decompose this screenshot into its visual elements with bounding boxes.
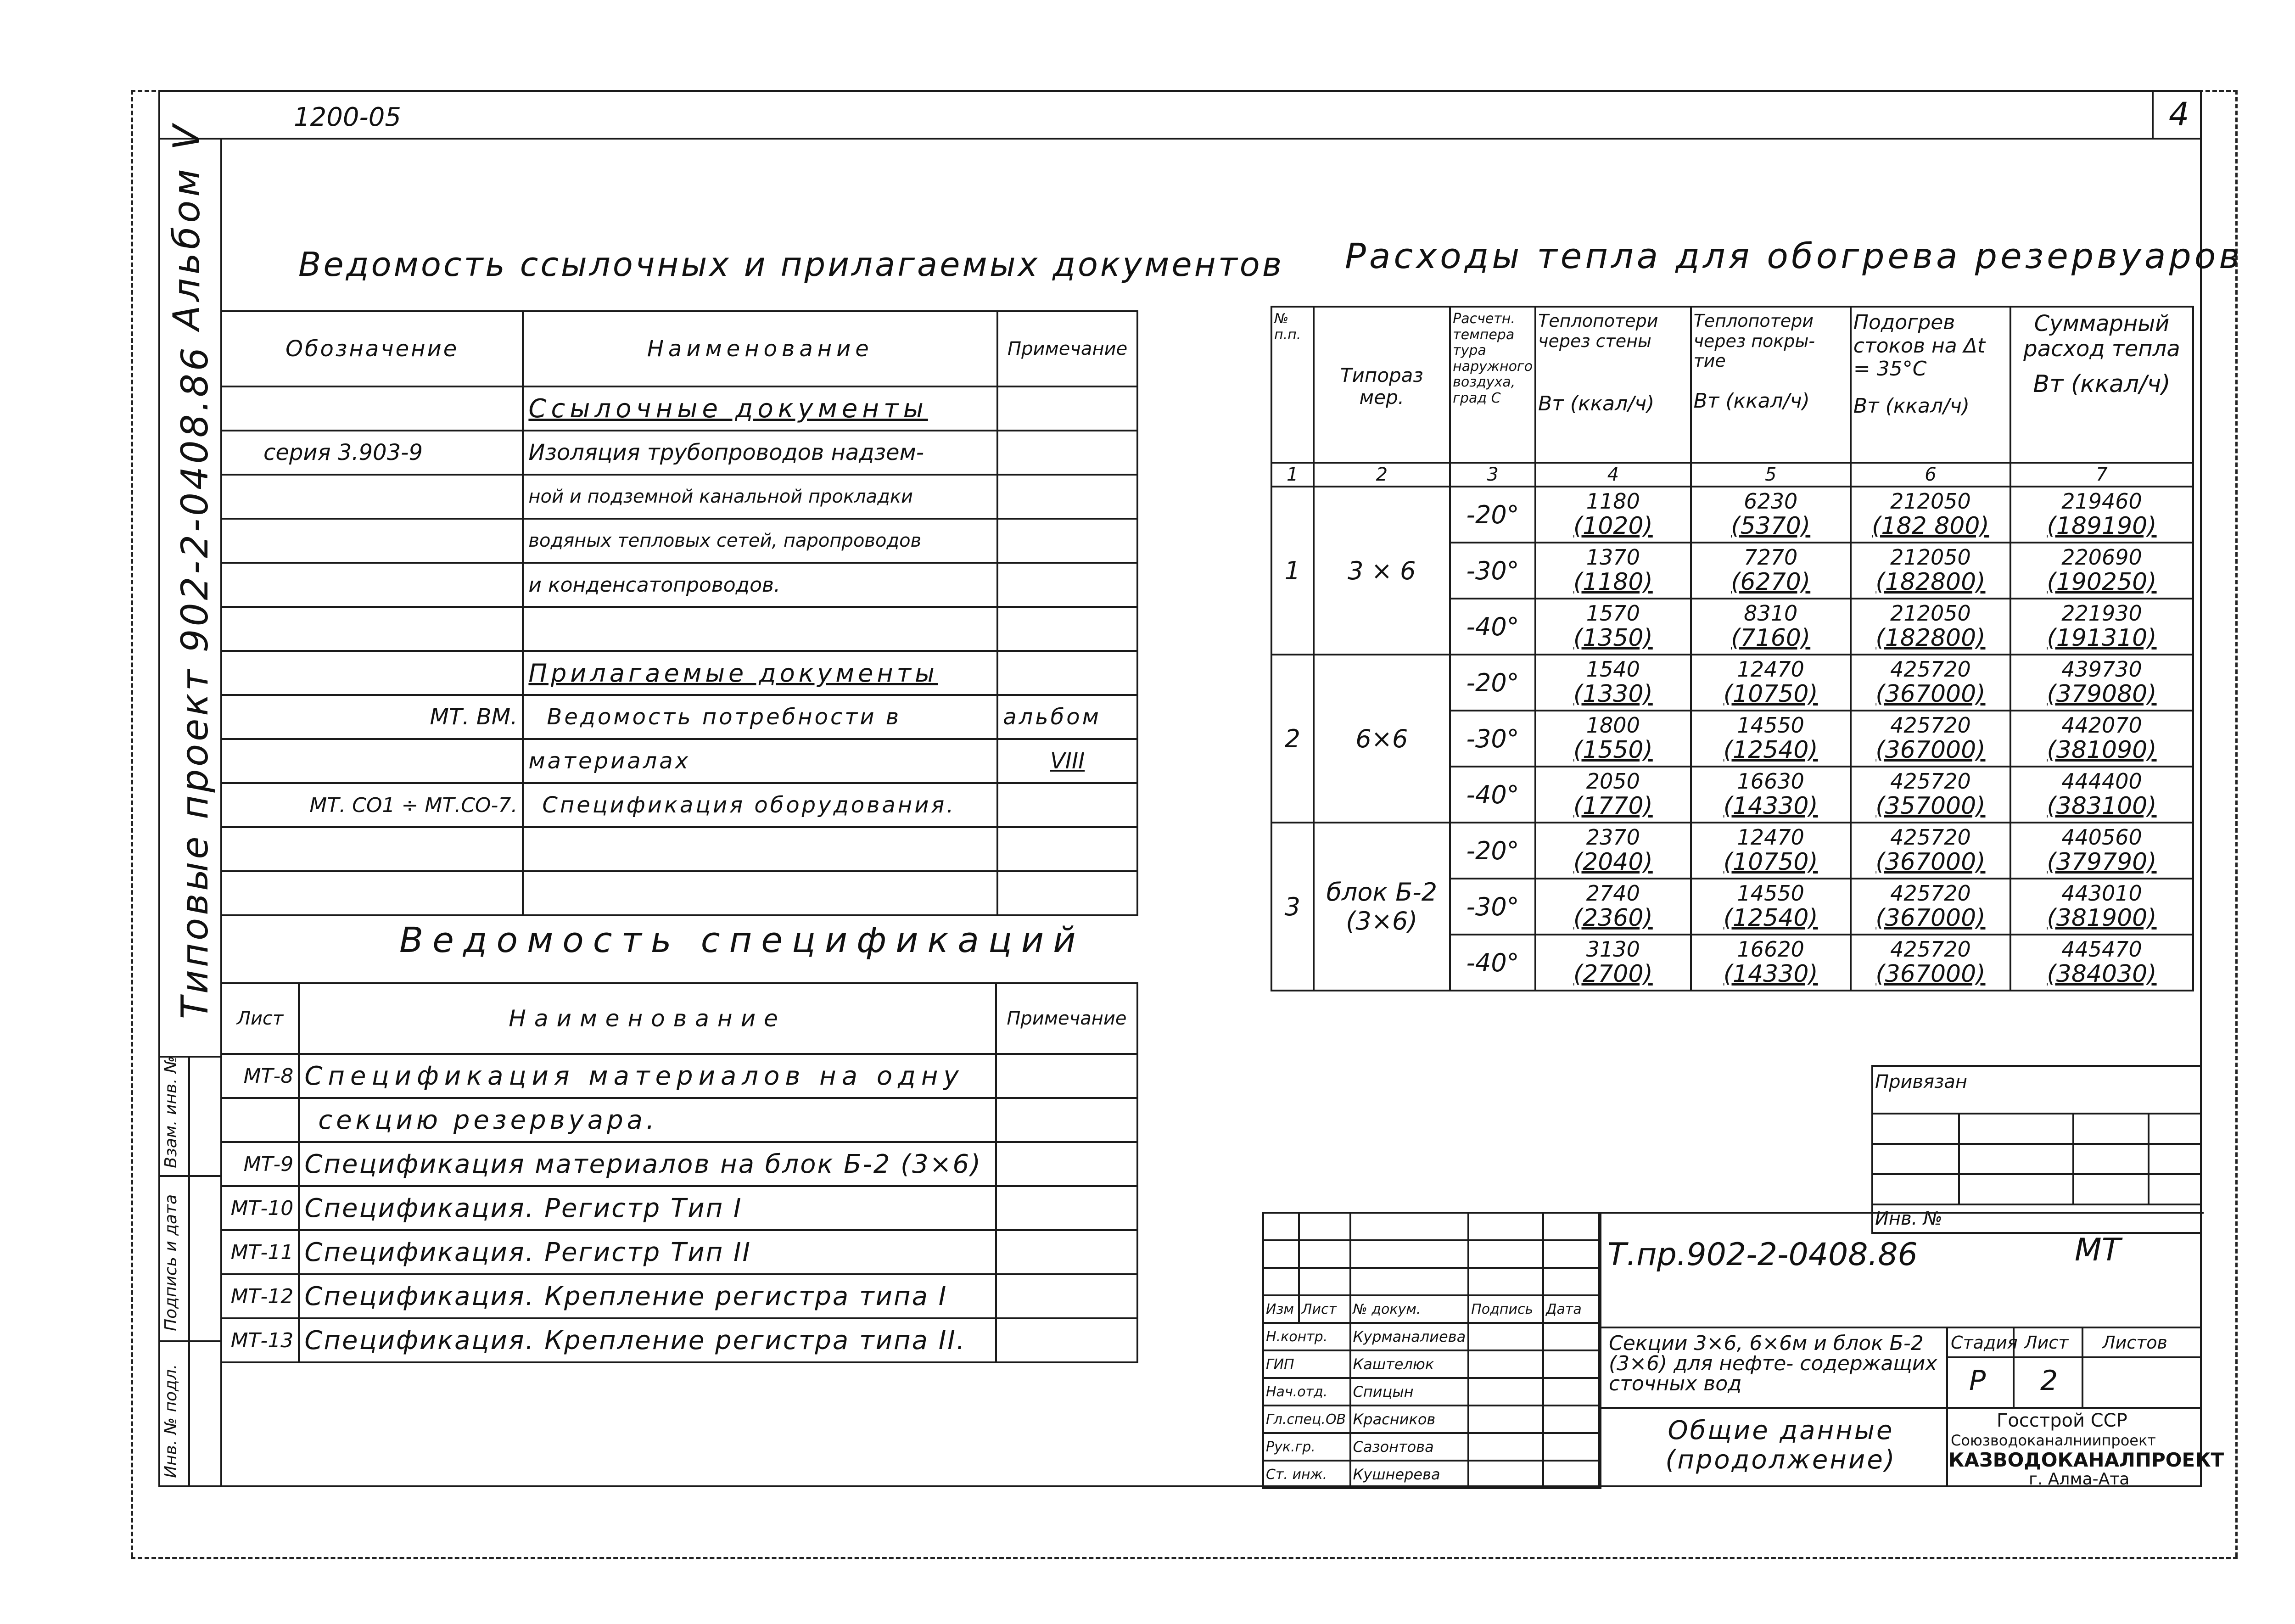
heat-table bbox=[1271, 306, 2194, 991]
signatures-table bbox=[1262, 1212, 1600, 1489]
heat-value-cell bbox=[1851, 935, 2010, 991]
heat-value-w: 2740 bbox=[1586, 881, 1640, 906]
heat-group-type: блок Б-2 (3×6) bbox=[1314, 823, 1450, 991]
heat-value-cell bbox=[1691, 711, 1851, 767]
heat-value-w: 1800 bbox=[1586, 713, 1640, 738]
signature-person: Сазонтова bbox=[1350, 1433, 1469, 1461]
heat-value-cell bbox=[1851, 487, 2010, 543]
table-row bbox=[1271, 823, 2193, 879]
table-row: МТ-8 Спецификация материалов на одну bbox=[221, 1054, 1137, 1098]
table-row bbox=[1263, 1433, 1599, 1461]
stamp-sign-date: Подпись и дата bbox=[162, 1194, 180, 1331]
heat-value-kcal: (7160) bbox=[1731, 624, 1811, 652]
table-row: МТ-12 Спецификация. Крепление регистра типа I bbox=[221, 1274, 1137, 1318]
cut-line-bottom bbox=[131, 1557, 2238, 1559]
doc-mark: МТ bbox=[2075, 1232, 2121, 1268]
heat-value-w: 1180 bbox=[1586, 489, 1640, 514]
heat-value-w: 3130 bbox=[1586, 937, 1640, 962]
heat-value-kcal: (14330) bbox=[1723, 960, 1818, 988]
heat-value-cell bbox=[2010, 487, 2193, 543]
spec-table bbox=[220, 982, 1138, 1363]
heat-value-kcal: (367000) bbox=[1875, 736, 1986, 764]
heat-value-cell bbox=[2010, 655, 2193, 711]
heat-header-roof bbox=[1691, 307, 1851, 463]
heat-value-cell bbox=[2010, 767, 2193, 823]
heat-value-cell bbox=[2010, 711, 2193, 767]
heat-value-w: 14550 bbox=[1737, 881, 1804, 906]
heat-header-walls-text: Теплопотери через стены bbox=[1538, 311, 1658, 351]
signatures-header-cell: № докум. bbox=[1350, 1295, 1469, 1323]
stage-v2 bbox=[2082, 1327, 2083, 1407]
spec-header-sheet: Лист bbox=[221, 983, 299, 1054]
heat-value-kcal: (182800) bbox=[1875, 568, 1986, 596]
heat-value-kcal: (12540) bbox=[1723, 736, 1818, 764]
heat-value-kcal: (10750) bbox=[1723, 680, 1818, 708]
table-row: МТ-11 Спецификация. Регистр Тип II bbox=[221, 1230, 1137, 1274]
heat-value-cell bbox=[1691, 599, 1851, 655]
table-row: МТ-9 Спецификация материалов на блок Б-2 (3×6) bbox=[221, 1142, 1137, 1186]
heat-value-cell bbox=[2010, 935, 2193, 991]
spec-header-name: Наименование bbox=[299, 983, 996, 1054]
heat-value-w: 14550 bbox=[1737, 713, 1804, 738]
docs-table bbox=[220, 310, 1138, 916]
heat-header-total bbox=[2010, 307, 2193, 463]
signatures-header-cell: Лист bbox=[1299, 1295, 1350, 1323]
signature-person: Каштелюк bbox=[1350, 1350, 1469, 1378]
heat-group-number: 2 bbox=[1271, 655, 1314, 823]
heat-value-w: 212050 bbox=[1890, 489, 1971, 514]
table-row: МТ-13 Спецификация. Крепление регистра типа II. bbox=[221, 1318, 1137, 1362]
heat-value-w: 12470 bbox=[1737, 657, 1804, 682]
heat-group-number: 1 bbox=[1271, 487, 1314, 655]
heat-value-kcal: (381900) bbox=[2047, 904, 2157, 932]
heat-value-cell bbox=[1535, 543, 1691, 599]
heat-temp: -20° bbox=[1450, 655, 1535, 711]
table-row: серия 3.903-9 Изоляция трубопроводов надзем- bbox=[221, 431, 1137, 475]
sheet-value: 2 bbox=[2040, 1365, 2058, 1397]
heat-value-cell bbox=[2010, 543, 2193, 599]
signature-role: Гл.спец.ОВ bbox=[1263, 1406, 1350, 1433]
signature-person: Кушнерева bbox=[1350, 1461, 1469, 1488]
heat-temp: -40° bbox=[1450, 767, 1535, 823]
heat-value-w: 220690 bbox=[2061, 545, 2142, 570]
heat-value-kcal: (367000) bbox=[1875, 680, 1986, 708]
heat-value-w: 445470 bbox=[2061, 937, 2142, 962]
heat-value-kcal: (367000) bbox=[1875, 848, 1986, 876]
heat-value-kcal: (6270) bbox=[1731, 568, 1811, 596]
signature-person: Курманалиева bbox=[1350, 1323, 1469, 1350]
table-row: МТ-10 Спецификация. Регистр Тип I bbox=[221, 1186, 1137, 1230]
table-row bbox=[1263, 1378, 1599, 1406]
heat-value-w: 425720 bbox=[1890, 769, 1971, 794]
heat-temp: -20° bbox=[1450, 487, 1535, 543]
sheet-label: Лист bbox=[2024, 1333, 2069, 1353]
heat-value-w: 1570 bbox=[1586, 601, 1640, 626]
org-3: КАЗВОДОКАНАЛПРОЕКТ bbox=[1948, 1449, 2224, 1471]
stamp-replace-inv: Взам. инв. № bbox=[162, 1056, 180, 1168]
table-row bbox=[1271, 487, 2193, 543]
table-row bbox=[221, 607, 1137, 651]
heat-value-kcal: (1770) bbox=[1573, 792, 1653, 820]
heat-value-kcal: (5370) bbox=[1731, 512, 1811, 540]
org-2: Союзводоканалниипроект bbox=[1951, 1432, 2156, 1449]
heat-value-w: 444400 bbox=[2061, 769, 2142, 794]
heat-header-walls-unit: Вт (ккал/ч) bbox=[1538, 392, 1655, 416]
heat-group-type: 6×6 bbox=[1314, 655, 1450, 823]
heat-value-cell bbox=[1691, 543, 1851, 599]
signature-person: Спицын bbox=[1350, 1378, 1469, 1406]
heat-value-cell bbox=[1691, 823, 1851, 879]
heat-value-w: 425720 bbox=[1890, 825, 1971, 850]
heat-value-w: 1370 bbox=[1586, 545, 1640, 570]
bound-stamp bbox=[1871, 1065, 2202, 1234]
table-row bbox=[1263, 1268, 1599, 1295]
heat-value-cell bbox=[1851, 543, 2010, 599]
heat-value-cell bbox=[1535, 711, 1691, 767]
heat-title: Расходы тепла для обогрева резервуаров bbox=[1345, 235, 2243, 276]
heat-value-w: 7270 bbox=[1744, 545, 1798, 570]
bound-label: Привязан bbox=[1872, 1066, 2201, 1114]
stage-row-line bbox=[1946, 1356, 2202, 1358]
heat-value-kcal: (1330) bbox=[1573, 680, 1653, 708]
heat-value-cell bbox=[1691, 767, 1851, 823]
stage-value: Р bbox=[1969, 1365, 1986, 1397]
top-strip-line bbox=[158, 138, 2202, 140]
heat-header-heating-unit: Вт (ккал/ч) bbox=[1853, 394, 1970, 418]
heat-temp: -30° bbox=[1450, 711, 1535, 767]
heat-header-roof-unit: Вт (ккал/ч) bbox=[1693, 389, 1810, 413]
heat-temp: -30° bbox=[1450, 879, 1535, 935]
signatures-header-cell: Дата bbox=[1543, 1295, 1599, 1323]
table-row bbox=[1263, 1240, 1599, 1268]
heat-value-kcal: (379790) bbox=[2047, 848, 2157, 876]
heat-value-cell bbox=[1535, 935, 1691, 991]
signature-person: Красников bbox=[1350, 1406, 1469, 1433]
table-row: секцию резервуара. bbox=[221, 1098, 1137, 1142]
signature-role: Н.контр. bbox=[1263, 1323, 1350, 1350]
heat-value-cell bbox=[1851, 655, 2010, 711]
heat-value-cell bbox=[1851, 599, 2010, 655]
docs-title: Ведомость ссылочных и прилагаемых документов bbox=[298, 245, 1284, 284]
heat-value-kcal: (182800) bbox=[1875, 624, 1986, 652]
table-row: ной и подземной канальной прокладки bbox=[221, 475, 1137, 519]
heat-value-kcal: (383100) bbox=[2047, 792, 2157, 820]
heat-value-kcal: (189190) bbox=[2047, 512, 2157, 540]
table-row: материалах VIII bbox=[221, 739, 1137, 783]
heat-value-cell bbox=[1851, 879, 2010, 935]
heat-value-cell bbox=[1535, 599, 1691, 655]
heat-value-kcal: (381090) bbox=[2047, 736, 2157, 764]
heat-value-cell bbox=[1851, 767, 2010, 823]
heat-value-cell bbox=[1851, 711, 2010, 767]
signatures-header-cell: Подпись bbox=[1468, 1295, 1543, 1323]
heat-value-w: 8310 bbox=[1744, 601, 1798, 626]
heat-value-w: 1540 bbox=[1586, 657, 1640, 682]
docs-header-note: Примечание bbox=[997, 311, 1137, 386]
album-label: Альбом V bbox=[165, 121, 208, 330]
heat-value-kcal: (1350) bbox=[1573, 624, 1653, 652]
heat-value-kcal: (1020) bbox=[1573, 512, 1653, 540]
sheet-name: Общие данные (продолжение) bbox=[1665, 1416, 1897, 1475]
sheets-label: Листов bbox=[2102, 1333, 2167, 1353]
docs-header-designation: Обозначение bbox=[221, 311, 523, 386]
heat-value-cell bbox=[1535, 823, 1691, 879]
signature-role: Рук.гр. bbox=[1263, 1433, 1350, 1461]
doc-code: Т.пр.902-2-0408.86 bbox=[1607, 1237, 1918, 1273]
heat-header-temp: Расчетн. темпера тура наружного воздуха, град С bbox=[1450, 307, 1535, 463]
margin-stamp-line2 bbox=[158, 1340, 220, 1342]
heat-value-cell bbox=[2010, 599, 2193, 655]
project-label: Типовые проект 902-2-0408.86 bbox=[174, 345, 216, 1019]
sheet-number: 4 bbox=[2169, 95, 2189, 133]
heat-value-kcal: (10750) bbox=[1723, 848, 1818, 876]
docs-header-name: Наименование bbox=[523, 311, 997, 386]
table-row bbox=[1263, 1406, 1599, 1433]
table-row bbox=[1271, 655, 2193, 711]
signature-role: Ст. инж. bbox=[1263, 1461, 1350, 1488]
heat-value-w: 425720 bbox=[1890, 713, 1971, 738]
heat-value-w: 16620 bbox=[1737, 937, 1804, 962]
title-vline bbox=[1946, 1327, 1948, 1487]
heat-value-cell bbox=[1535, 655, 1691, 711]
stage-label: Стадия bbox=[1951, 1333, 2018, 1353]
inv-label: Инв. № bbox=[1872, 1204, 2201, 1233]
heat-value-cell bbox=[1851, 823, 2010, 879]
heat-value-w: 12470 bbox=[1737, 825, 1804, 850]
heat-value-kcal: (2700) bbox=[1573, 960, 1653, 988]
signatures-header-cell: Изм bbox=[1263, 1295, 1299, 1323]
margin-stamp-line1 bbox=[158, 1175, 220, 1177]
title-line-name bbox=[1600, 1407, 2202, 1409]
table-row bbox=[221, 871, 1137, 915]
heat-temp: -40° bbox=[1450, 599, 1535, 655]
signature-role: Нач.отд. bbox=[1263, 1378, 1350, 1406]
heat-value-cell bbox=[1535, 879, 1691, 935]
heat-header-total-unit: Вт (ккал/ч) bbox=[2033, 370, 2171, 398]
heat-value-w: 6230 bbox=[1744, 489, 1798, 514]
heat-value-w: 425720 bbox=[1890, 657, 1971, 682]
signatures-header bbox=[1263, 1295, 1599, 1323]
heat-value-cell bbox=[1535, 767, 1691, 823]
heat-value-w: 212050 bbox=[1890, 601, 1971, 626]
heat-value-kcal: (12540) bbox=[1723, 904, 1818, 932]
table-row: и конденсатопроводов. bbox=[221, 563, 1137, 607]
cut-line-right bbox=[2235, 90, 2238, 1557]
table-row bbox=[1263, 1213, 1599, 1240]
heat-value-w: 440560 bbox=[2061, 825, 2142, 850]
heat-value-kcal: (2360) bbox=[1573, 904, 1653, 932]
heat-value-cell bbox=[2010, 823, 2193, 879]
heat-header-roof-text: Теплопотери через покры- тие bbox=[1693, 311, 1815, 371]
table-row bbox=[1263, 1350, 1599, 1378]
heat-value-w: 2050 bbox=[1586, 769, 1640, 794]
heat-value-cell bbox=[1691, 487, 1851, 543]
heat-value-cell bbox=[1691, 879, 1851, 935]
heat-header-num: № п.п. bbox=[1271, 307, 1314, 463]
heat-header-walls bbox=[1535, 307, 1691, 463]
heat-value-kcal: (384030) bbox=[2047, 960, 2157, 988]
heat-value-w: 219460 bbox=[2061, 489, 2142, 514]
heat-header-type: Типораз мер. bbox=[1314, 307, 1450, 463]
heat-value-kcal: (14330) bbox=[1723, 792, 1818, 820]
heat-value-kcal: (182 800) bbox=[1872, 512, 1989, 540]
cut-line-left bbox=[131, 90, 133, 1557]
margin-stamp-divider bbox=[188, 1056, 190, 1487]
heat-value-kcal: (357000) bbox=[1875, 792, 1986, 820]
org-4: г. Алма-Ата bbox=[2029, 1470, 2130, 1489]
heat-value-w: 443010 bbox=[2061, 881, 2142, 906]
heat-value-kcal: (367000) bbox=[1875, 904, 1986, 932]
heat-value-w: 442070 bbox=[2061, 713, 2142, 738]
title-line-code bbox=[1600, 1327, 2202, 1328]
signature-role: ГИП bbox=[1263, 1350, 1350, 1378]
heat-temp: -40° bbox=[1450, 935, 1535, 991]
heat-temp: -30° bbox=[1450, 543, 1535, 599]
heat-header-heating-text: Подогрев стоков на Δt = 35°С bbox=[1853, 311, 1986, 381]
heat-value-cell bbox=[1691, 655, 1851, 711]
heat-value-kcal: (2040) bbox=[1573, 848, 1653, 876]
heat-value-w: 425720 bbox=[1890, 937, 1971, 962]
table-row bbox=[1263, 1323, 1599, 1350]
heat-value-kcal: (190250) bbox=[2047, 568, 2157, 596]
heat-group-type: 3 × 6 bbox=[1314, 487, 1450, 655]
heat-value-cell bbox=[2010, 879, 2193, 935]
heat-value-kcal: (379080) bbox=[2047, 680, 2157, 708]
heat-value-kcal: (1180) bbox=[1573, 568, 1653, 596]
table-row: МТ. ВМ. Ведомость потребности в альбом bbox=[221, 695, 1137, 739]
heat-header-heating bbox=[1851, 307, 2010, 463]
heat-value-w: 16630 bbox=[1737, 769, 1804, 794]
spec-title: Ведомость спецификаций bbox=[399, 919, 1085, 960]
heat-col-numbers: 1 2 3 4 5 6 7 bbox=[1271, 463, 2193, 487]
heat-header-total-text: Суммарный расход тепла bbox=[2023, 311, 2180, 362]
heat-value-kcal: (1550) bbox=[1573, 736, 1653, 764]
spec-header-note: Примечание bbox=[996, 983, 1137, 1054]
table-row: МТ. СО1 ÷ МТ.СО-7. Спецификация оборудования. bbox=[221, 783, 1137, 827]
table-row bbox=[221, 827, 1137, 871]
table-row: водяных тепловых сетей, паропроводов bbox=[221, 519, 1137, 563]
heat-group-number: 3 bbox=[1271, 823, 1314, 991]
table-row: Ссылочные документы bbox=[221, 386, 1137, 431]
object-name: Секции 3×6, 6×6м и блок Б-2 (3×6) для нефте- содержащих сточных вод bbox=[1609, 1332, 1937, 1395]
heat-value-w: 439730 bbox=[2061, 657, 2142, 682]
heat-value-w: 221930 bbox=[2061, 601, 2142, 626]
heat-value-w: 212050 bbox=[1890, 545, 1971, 570]
table-row: Прилагаемые документы bbox=[221, 651, 1137, 695]
heat-value-w: 425720 bbox=[1890, 881, 1971, 906]
table-row bbox=[1263, 1461, 1599, 1488]
heat-temp: -20° bbox=[1450, 823, 1535, 879]
sheet-code-top: 1200-05 bbox=[294, 102, 401, 132]
heat-value-cell bbox=[1691, 935, 1851, 991]
heat-value-cell bbox=[1535, 487, 1691, 543]
stamp-inv-orig: Инв. № подл. bbox=[162, 1364, 180, 1478]
heat-value-w: 2370 bbox=[1586, 825, 1640, 850]
org-1: Госстрой ССР bbox=[1997, 1410, 2127, 1431]
heat-value-kcal: (367000) bbox=[1875, 960, 1986, 988]
heat-value-kcal: (191310) bbox=[2047, 624, 2157, 652]
